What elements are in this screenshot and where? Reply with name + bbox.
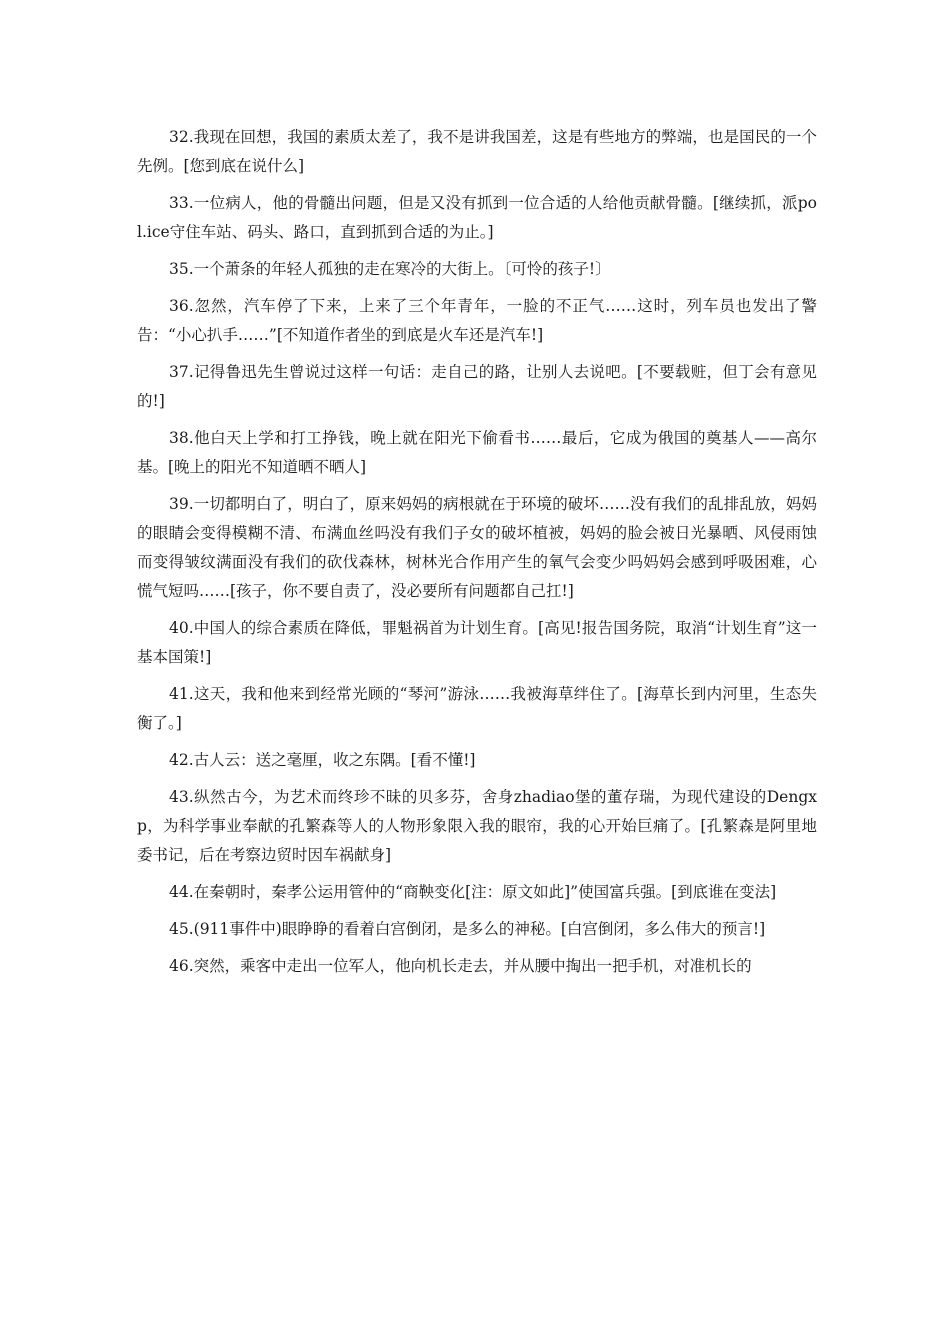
paragraph-36: 36.忽然，汽车停了下来，上来了三个年青年，一脸的不正气……这时，列车员也发出了警告：“小心扒手……”[不知道作者坐的到底是火车还是汽车!] <box>137 297 817 344</box>
paragraph-43: 43.纵然古今，为艺术而终珍不昧的贝多芬，舍身zhadiao堡的董存瑞，为现代建设的Dengxp，为科学事业奉献的孔繁森等人的人物形象限入我的眼帘，我的心开始巨痛了。[孔繁森是阿里地委书记，后在考察边贸时因车祸献身] <box>137 788 817 864</box>
paragraph-35: 35.一个萧条的年轻人孤独的走在寒冷的大街上。〔可怜的孩子!〕 <box>169 260 611 278</box>
paragraph-38: 38.他白天上学和打工挣钱，晚上就在阳光下偷看书……最后，它成为俄国的奠基人——高尔基。[晚上的阳光不知道晒不晒人] <box>137 429 817 476</box>
paragraph-42: 42.古人云：送之毫厘，收之东隅。[看不懂!] <box>169 751 476 769</box>
paragraph-44: 44.在秦朝时，秦孝公运用管仲的“商鞅变化[注：原文如此]”使国富兵强。[到底谁在变法] <box>169 883 777 901</box>
paragraph-39: 39.一切都明白了，明白了，原来妈妈的病根就在于环境的破坏……没有我们的乱排乱放，妈妈的眼睛会变得模糊不清、布满血丝吗没有我们子女的破坏植被，妈妈的脸会被日光暴晒、风侵雨蚀而变得皱纹满面没有我们的砍伐森林，树林光合作用产生的氧气会变少吗妈妈会感到呼吸困难，心慌气短吗……[孩子，你不要自责了，没必要所有问题都自己扛!] <box>137 495 817 600</box>
paragraph-46: 46.突然，乘客中走出一位军人，他向机长走去，并从腰中掏出一把手机，对准机长的 <box>169 957 752 975</box>
paragraph-32: 32.我现在回想，我国的素质太差了，我不是讲我国差，这是有些地方的弊端，也是国民的一个先例。[您到底在说什么] <box>137 128 817 175</box>
paragraph-40: 40.中国人的综合素质在降低，罪魁祸首为计划生育。[高见!报告国务院，取消“计划生育”这一基本国策!] <box>137 619 817 666</box>
paragraph-33: 33.一位病人，他的骨髓出问题，但是又没有抓到一位合适的人给他贡献骨髓。[继续抓，派pol.ice守住车站、码头、路口，直到抓到合适的为止。] <box>137 194 817 241</box>
paragraph-37: 37.记得鲁迅先生曾说过这样一句话：走自己的路，让别人去说吧。[不要载赃，但丁会有意见的!] <box>137 363 817 410</box>
document-body <box>137 123 817 989</box>
paragraph-41: 41.这天，我和他来到经常光顾的“琴河”游泳……我被海草绊住了。[海草长到内河里，生态失衡了。] <box>137 685 817 732</box>
paragraph-45: 45.(911事件中)眼睁睁的看着白宫倒闭，是多么的神秘。[白宫倒闭，多么伟大的预言!] <box>169 920 766 938</box>
